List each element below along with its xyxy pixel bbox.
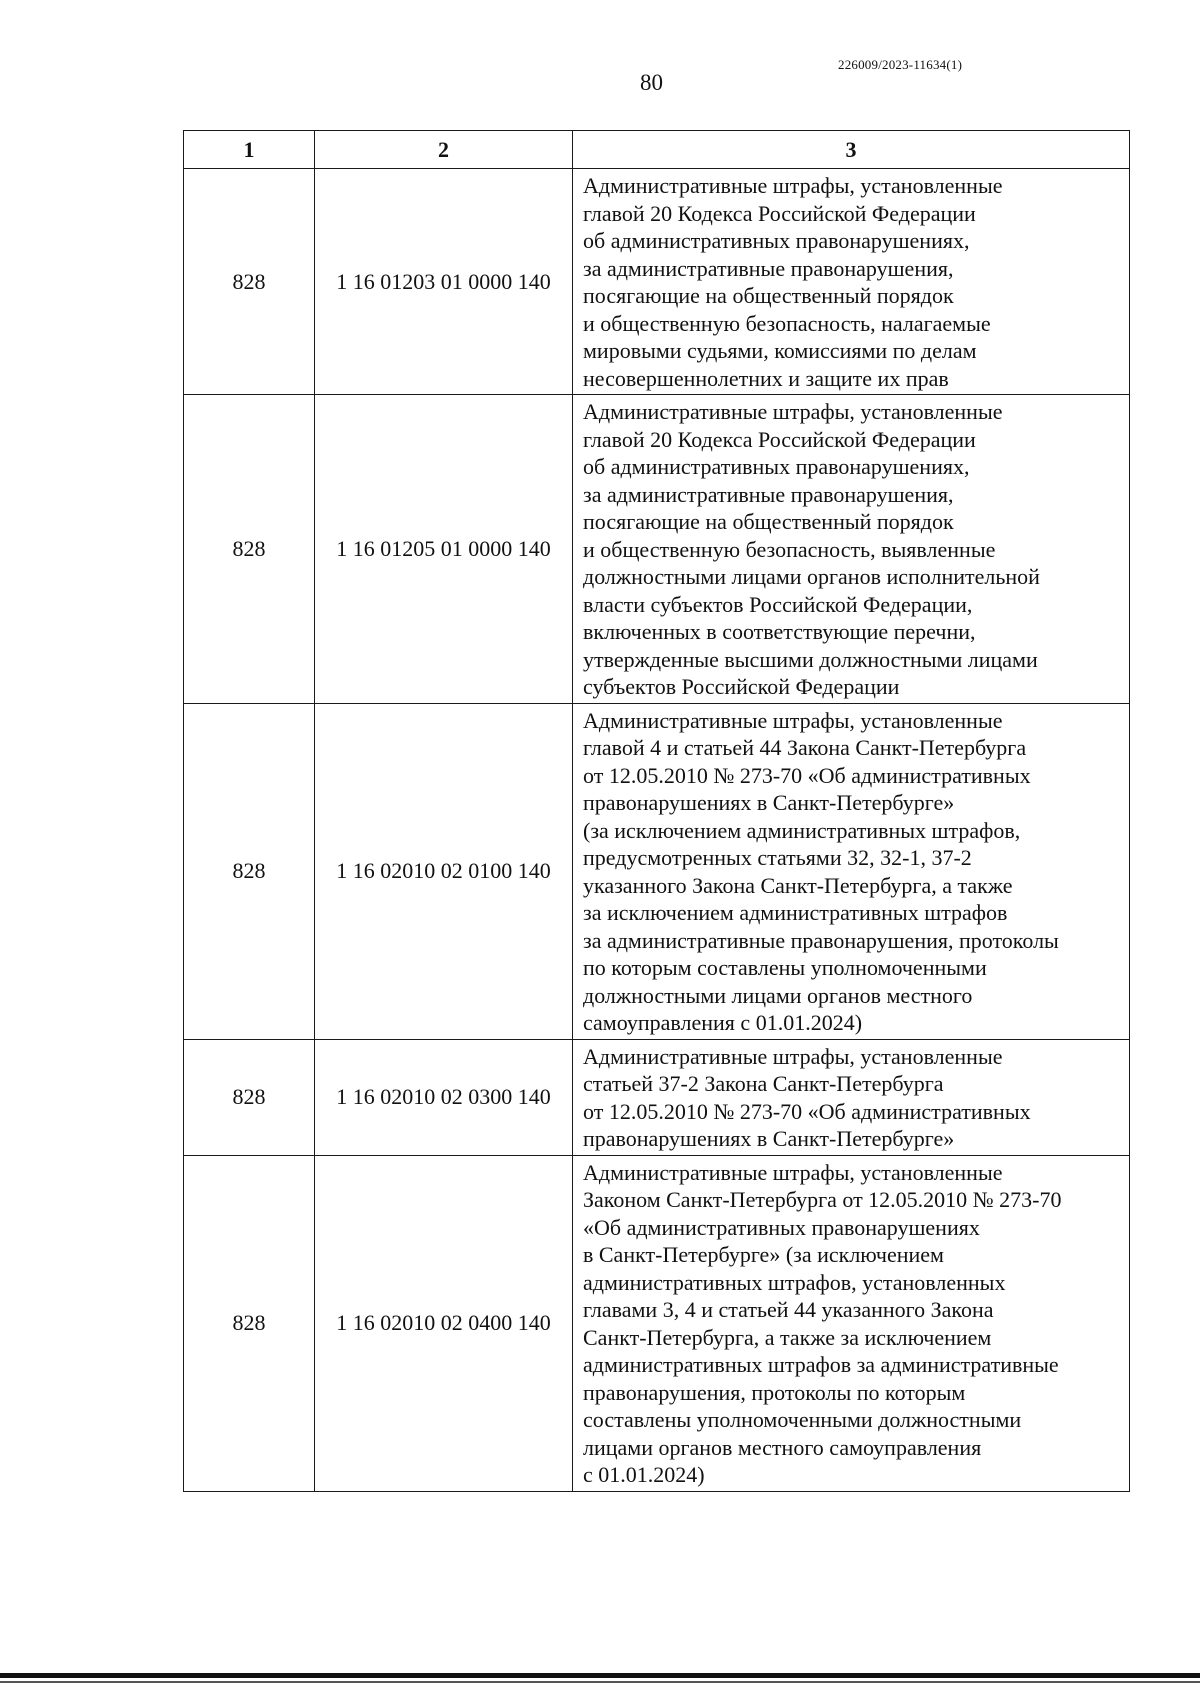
- kbk-code-cell: 1 16 02010 02 0400 140: [315, 1155, 573, 1491]
- column-header-1: 1: [184, 131, 315, 169]
- kbk-code-cell: 1 16 02010 02 0300 140: [315, 1039, 573, 1155]
- description-cell: Административные штрафы, установленные Законом Санкт-Петербурга от 12.05.2010 № 273-70 «Об административных правонарушениях в Санкт-Петербурге» (за исключением административных штрафов, установленных главами 3, 4 и статьей 44 указанного Закона Санкт-Петербурга, а также за исключением административных штрафов за административные правонарушения, протоколы по которым составлены уполномоченными должностными лицами органов местного самоуправления с 01.01.2024): [573, 1155, 1130, 1491]
- fees-table: [183, 130, 1130, 1492]
- table-row: [184, 1155, 1130, 1491]
- kbk-code-cell: 1 16 01205 01 0000 140: [315, 395, 573, 704]
- column-header-2: 2: [315, 131, 573, 169]
- kbk-code-cell: 1 16 02010 02 0100 140: [315, 703, 573, 1039]
- description-cell: Административные штрафы, установленные главой 20 Кодекса Российской Федерации об административных правонарушениях, за административные правонарушения, посягающие на общественный порядок и общественную безопасность, выявленные должностными лицами органов исполнительной власти субъектов Российской Федерации, включенных в соответствующие перечни, утвержденные высшими должностными лицами субъектов Российской Федерации: [573, 395, 1130, 704]
- table-row: [184, 703, 1130, 1039]
- admin-code-cell: 828: [184, 395, 315, 704]
- page-number: 80: [640, 70, 663, 95]
- scan-edge-line-thin: [0, 1681, 1200, 1683]
- document-id: 226009/2023-11634(1): [838, 57, 963, 72]
- description-cell: Административные штрафы, установленные главой 20 Кодекса Российской Федерации об административных правонарушениях, за административные правонарушения, посягающие на общественный порядок и общественную безопасность, налагаемые мировыми судьями, комиссиями по делам несовершеннолетних и защите их прав: [573, 169, 1130, 395]
- scan-edge-line: [0, 1673, 1200, 1678]
- admin-code-cell: 828: [184, 1155, 315, 1491]
- kbk-code-cell: 1 16 01203 01 0000 140: [315, 169, 573, 395]
- table-row: [184, 395, 1130, 704]
- admin-code-cell: 828: [184, 1039, 315, 1155]
- description-cell: Административные штрафы, установленные главой 4 и статьей 44 Закона Санкт-Петербурга от 12.05.2010 № 273-70 «Об административных правонарушениях в Санкт-Петербурге» (за исключением административных штрафов, предусмотренных статьями 32, 32-1, 37-2 указанного Закона Санкт-Петербурга, а также за исключением административных штрафов за административные правонарушения, протоколы по которым составлены уполномоченными должностными лицами органов местного самоуправления с 01.01.2024): [573, 703, 1130, 1039]
- admin-code-cell: 828: [184, 703, 315, 1039]
- table-row: [184, 1039, 1130, 1155]
- description-cell: Административные штрафы, установленные статьей 37-2 Закона Санкт-Петербурга от 12.05.2010 № 273-70 «Об административных правонарушениях в Санкт-Петербурге»: [573, 1039, 1130, 1155]
- table-header-row: [184, 131, 1130, 169]
- table-row: [184, 169, 1130, 395]
- column-header-3: 3: [573, 131, 1130, 169]
- admin-code-cell: 828: [184, 169, 315, 395]
